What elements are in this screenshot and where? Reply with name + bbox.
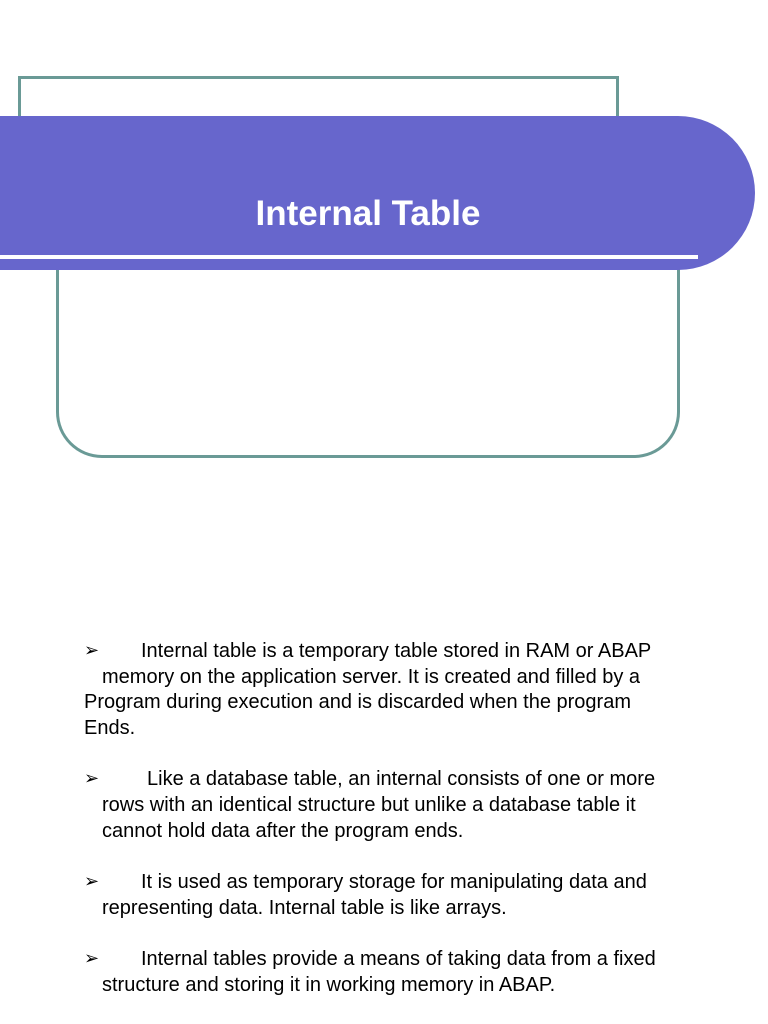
bullet-4-line-2: structure and storing it in working memory in ABAP.	[102, 974, 556, 996]
arrow-bullet-icon: ➢	[84, 871, 100, 891]
bullet-2-line-3: cannot hold data after the program ends.	[102, 820, 464, 842]
bullet-3-line-1: It is used as temporary storage for manipulating data and	[141, 871, 647, 893]
bullet-2-line-2: rows with an identical structure but unlike a database table it	[102, 794, 636, 816]
bullet-1-line-2: memory on the application server. It is created and filled by a	[102, 666, 641, 688]
bullet-2-line-1: Like a database table, an internal consists of one or more	[147, 768, 656, 790]
arrow-bullet-icon: ➢	[84, 640, 100, 660]
arrow-bullet-icon: ➢	[84, 768, 100, 788]
bullet-1-line-3: Program during execution and is discarded when the program	[84, 691, 631, 713]
bullet-1-line-4: Ends.	[84, 717, 136, 739]
arrow-bullet-icon: ➢	[84, 948, 100, 968]
bullet-4-line-1: Internal tables provide a means of taking data from a fixed	[141, 948, 656, 970]
slide-title: Internal Table	[255, 194, 481, 233]
bullet-3-line-2: representing data. Internal table is like arrays.	[102, 897, 507, 919]
bullet-1-line-1: Internal table is a temporary table stored in RAM or ABAP	[141, 640, 652, 662]
